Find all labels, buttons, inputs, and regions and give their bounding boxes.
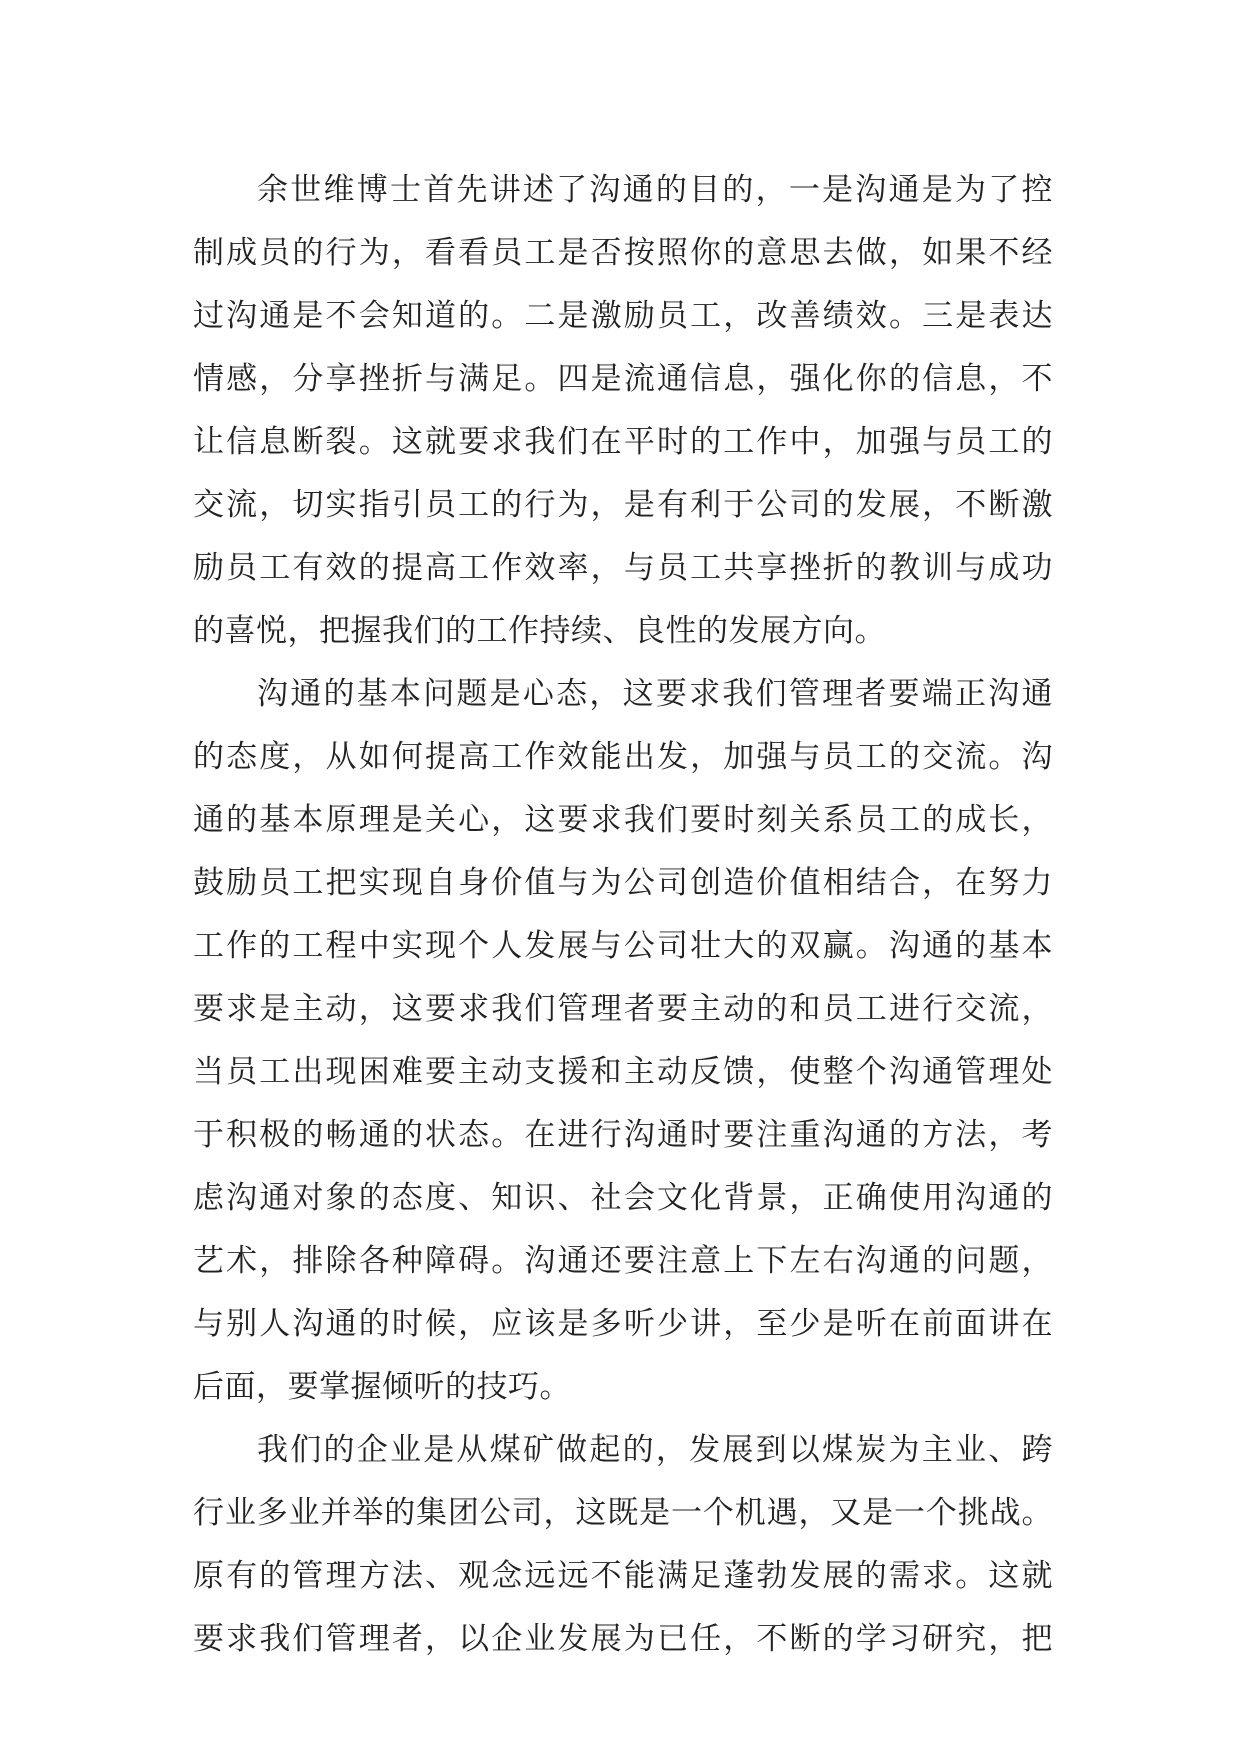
text-line: 过沟通是不会知道的。二是激励员工，改善绩效。三是表达	[193, 298, 1053, 334]
text-line: 的喜悦，把握我们的工作持续、良性的发展方向。	[193, 613, 886, 649]
text-line: 虑沟通对象的态度、知识、社会文化背景，正确使用沟通的	[193, 1180, 1053, 1216]
text-line: 当员工出现困难要主动支援和主动反馈，使整个沟通管理处	[193, 1054, 1053, 1090]
text-line: 通的基本原理是关心，这要求我们要时刻关系员工的成长，	[193, 802, 1053, 838]
paragraph-3	[193, 1419, 1053, 1671]
text-line: 行业多业并举的集团公司，这既是一个机遇，又是一个挑战。	[193, 1495, 1053, 1531]
text-line: 艺术，排除各种障碍。沟通还要注意上下左右沟通的问题，	[193, 1243, 1053, 1279]
text-line: 原有的管理方法、观念远远不能满足蓬勃发展的需求。这就	[193, 1558, 1053, 1594]
document-body	[193, 159, 1053, 1671]
text-line: 鼓励员工把实现自身价值与为公司创造价值相结合，在努力	[193, 865, 1053, 901]
text-line: 励员工有效的提高工作效率，与员工共享挫折的教训与成功	[193, 550, 1053, 586]
text-line: 于积极的畅通的状态。在进行沟通时要注重沟通的方法，考	[193, 1117, 1053, 1153]
paragraph-2	[193, 663, 1053, 1419]
text-line: 的态度，从如何提高工作效能出发，加强与员工的交流。沟	[193, 739, 1053, 775]
text-line: 余世维博士首先讲述了沟通的目的，一是沟通是为了控	[257, 172, 1053, 208]
text-line: 我们的企业是从煤矿做起的，发展到以煤炭为主业、跨	[257, 1432, 1053, 1468]
text-line: 要求我们管理者，以企业发展为已任，不断的学习研究，把	[193, 1621, 1053, 1657]
text-line: 要求是主动，这要求我们管理者要主动的和员工进行交流，	[193, 991, 1053, 1027]
text-line: 让信息断裂。这就要求我们在平时的工作中，加强与员工的	[193, 424, 1053, 460]
text-line: 工作的工程中实现个人发展与公司壮大的双赢。沟通的基本	[193, 928, 1053, 964]
text-line: 与别人沟通的时候，应该是多听少讲，至少是听在前面讲在	[193, 1306, 1053, 1342]
text-line: 制成员的行为，看看员工是否按照你的意思去做，如果不经	[193, 235, 1053, 271]
text-line: 情感，分享挫折与满足。四是流通信息，强化你的信息，不	[193, 361, 1053, 397]
text-line: 交流，切实指引员工的行为，是有利于公司的发展，不断激	[193, 487, 1053, 523]
text-line: 沟通的基本问题是心态，这要求我们管理者要端正沟通	[257, 676, 1053, 712]
paragraph-1	[193, 159, 1053, 663]
text-line: 后面，要掌握倾听的技巧。	[193, 1369, 571, 1405]
